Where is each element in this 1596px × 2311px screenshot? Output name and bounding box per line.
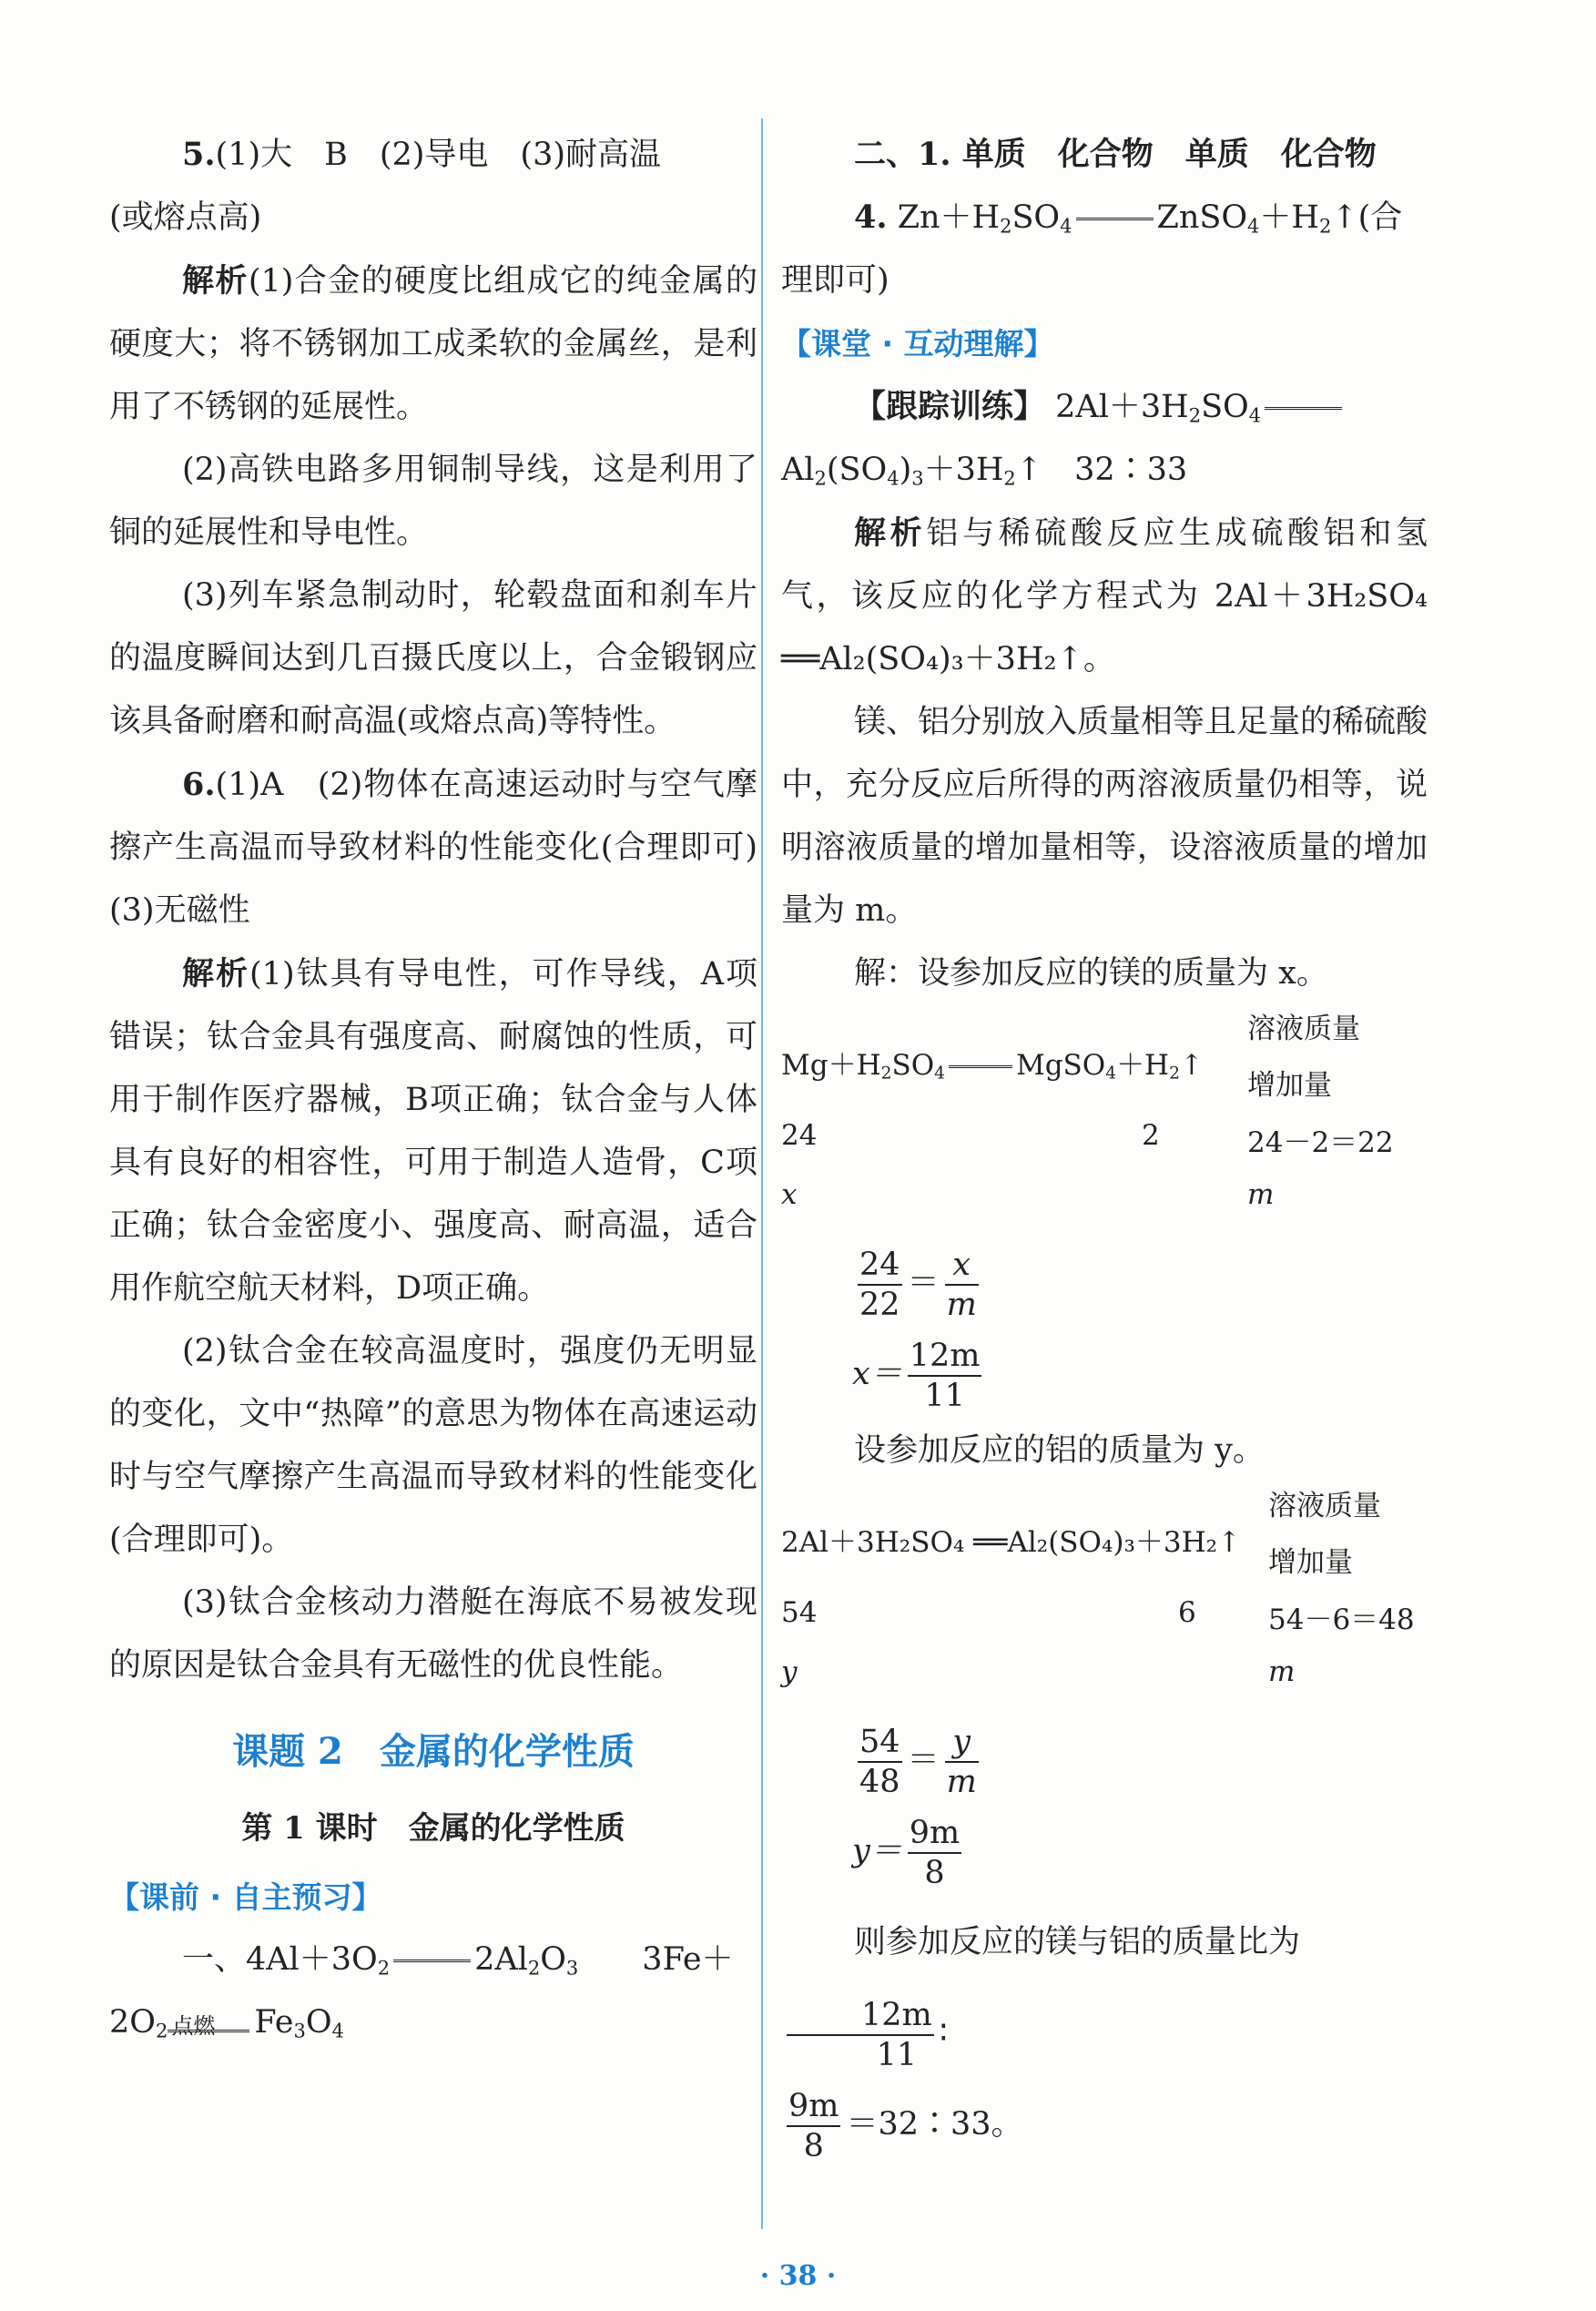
zn-eq-a: Zn＋H: [897, 199, 1001, 236]
q5-answer-continued: (或熔点高): [109, 199, 262, 236]
numerator: y: [945, 1723, 979, 1763]
fraction: [908, 1814, 961, 1892]
var-m: m: [1268, 1655, 1296, 1688]
ratio-result: [781, 2079, 1428, 2170]
lhs: y＝: [852, 1833, 902, 1869]
right-analysis-text: 铝与稀硫酸反应生成硫酸铝和氢气，该反应的化学方程式为 2Al＋3H₂SO₄ ══Al₂(SO₄)₃＋3H₂↑。: [781, 515, 1428, 677]
denominator: 11: [876, 2036, 918, 2073]
ratio-text: 则参加反应的镁与铝的质量比为: [854, 1924, 1301, 1960]
mg-reaction-table: [781, 1005, 1428, 1237]
sub: 2: [1000, 215, 1012, 238]
sub: 4: [887, 467, 900, 490]
q6-analysis-3: (3)钛合金核动力潜艇在海底不易被发现的原因是钛合金具有无磁性的优良性能。: [109, 1584, 757, 1684]
proportion-2: $\frac{54}{48}$ ＝ $\frac{y}{m}$: [859, 1723, 977, 1800]
increase-label-1: 溶液质量: [1247, 1013, 1360, 1045]
equation-al-oxygen: 一、$4Al+3O_2$ $2Al_2O_3$ 3Fe＋: [182, 1941, 734, 1980]
q5-analysis-1-text: (1)合金的硬度比组成它的纯金属的硬度大；将不锈钢加工成柔软的金属丝，是利用了不锈钢的延展性。: [109, 263, 757, 425]
mg-equation: [781, 1042, 1204, 1083]
al-reaction-table: [781, 1482, 1428, 1715]
eq1-product: 2Al: [474, 1941, 528, 1978]
ratio-line: [781, 1897, 1428, 2079]
solution-mg-intro: 解：设参加反应的镁的质量为 x。: [854, 955, 1328, 992]
mg-eq-e: ↑: [1179, 1049, 1204, 1082]
sub: 2: [880, 1064, 892, 1084]
sub: 2: [1188, 404, 1202, 427]
eq1-reactants: 一、4Al＋3O: [182, 1941, 378, 1978]
right-column: [781, 123, 1428, 2170]
var-y: y: [781, 1655, 798, 1688]
result-y: [781, 1806, 1428, 1897]
sub: 2: [155, 2020, 168, 2042]
sub: 3: [565, 1957, 579, 1980]
numerator: 9m: [908, 1814, 961, 1854]
q5-answer: [109, 123, 757, 187]
zn-eq-c: ZnSO: [1156, 199, 1248, 236]
eq2-start: 3Fe＋: [642, 1941, 734, 1978]
denominator: 22: [859, 1286, 900, 1323]
page-number: · 38 ·: [759, 2260, 837, 2292]
section-preview: 【课前 · 自主预习】: [109, 1879, 382, 1915]
topic-title: 课题 2 金属的化学性质: [232, 1730, 635, 1773]
mg-eq-d: ＋H: [1116, 1049, 1170, 1082]
q5-analysis-1: [109, 249, 757, 439]
right-para-2: 镁、铝分别放入质量相等且足量的稀硫酸中，充分反应后所得的两溶液质量仍相等，说明溶液质量的增加量相等，设溶液质量的增加量为 m。: [781, 704, 1428, 929]
denominator: m: [946, 1286, 977, 1323]
q6-analysis-1: [109, 942, 757, 1320]
zn-eq-e: ↑(合理即可): [781, 199, 1403, 299]
proportion-1: $\frac{24}{22}$ ＝ $\frac{x}{m}$: [859, 1246, 977, 1323]
analysis-label: 解析: [182, 262, 249, 300]
q4-number: 4.: [854, 199, 888, 236]
answer-4: [781, 186, 1428, 312]
fraction: [787, 2087, 840, 2165]
sub: 4: [1060, 215, 1072, 238]
h2-mass-6: 6: [1178, 1596, 1196, 1629]
q6-number: 6.: [182, 766, 216, 803]
track-eq-f: ＋3H: [923, 452, 1004, 488]
numerator: 54: [858, 1723, 902, 1763]
numerator: x: [945, 1246, 979, 1286]
zn-eq-d: ＋H: [1259, 199, 1319, 236]
mg-eq-b: SO: [891, 1049, 935, 1082]
sub: 4: [934, 1064, 945, 1084]
q6-answer: [109, 753, 790, 942]
left-column: [109, 123, 790, 2054]
tracking-exercise: [781, 375, 1428, 502]
q5-analysis-3: (3)列车紧急制动时，轮毂盘面和刹车片的温度瞬间达到几百摄氏度以上，合金锻钢应该具备耐磨和耐高温(或熔点高)等特性。: [109, 577, 757, 739]
analysis-label: 解析: [182, 955, 250, 993]
denominator: 11: [924, 1377, 965, 1414]
right-analysis: [781, 502, 1428, 691]
equation-fe-oxygen: $2O_2$ 点燃 $Fe_3O_4$: [109, 1991, 757, 2054]
fraction: [945, 1723, 979, 1801]
track-eq-g: ↑ 32∶33: [1015, 452, 1188, 488]
track-eq-e: ): [899, 452, 912, 488]
result-x: [781, 1329, 1428, 1420]
mg-eq-a: Mg＋H: [781, 1049, 881, 1082]
al-equation: 2Al＋3H₂SO₄ ══Al₂(SO₄)₃＋3H₂↑: [781, 1526, 1242, 1559]
denominator: m: [946, 1763, 977, 1800]
increase-label-2: 增加量: [1268, 1546, 1353, 1579]
tracking-label: 【跟踪训练】: [854, 388, 1046, 425]
equals-sign: [1265, 407, 1342, 410]
numerator: 9m: [787, 2087, 840, 2127]
lesson-title: 第 1 课时 金属的化学性质: [241, 1810, 625, 1847]
answer-section-2: 二、1. 单质 化合物 单质 化合物: [854, 136, 1377, 173]
equals-sign: [1076, 218, 1154, 220]
section-classroom: 【课堂 · 互动理解】: [781, 326, 1054, 361]
column-divider: [761, 118, 763, 2229]
fraction: [858, 1723, 902, 1801]
denominator: 8: [924, 1854, 945, 1891]
track-eq-b: SO: [1201, 389, 1249, 425]
fraction: [787, 1996, 934, 2074]
sub: 2: [527, 1957, 541, 1980]
fraction: [858, 1246, 902, 1324]
equals-line: [168, 2030, 249, 2032]
lhs: x＝: [852, 1356, 902, 1392]
zn-eq-b: SO: [1011, 199, 1061, 236]
denominator: 8: [803, 2127, 824, 2164]
eq2-product: Fe: [254, 2004, 294, 2041]
q5-number: 5.: [182, 136, 216, 173]
sub: 3: [293, 2020, 306, 2042]
denominator: 48: [859, 1763, 900, 1800]
sub: 2: [814, 467, 827, 490]
var-x: x: [781, 1178, 798, 1211]
fraction: [908, 1337, 982, 1415]
ignite-condition: 点燃: [171, 2012, 216, 2039]
track-eq-d: (SO: [826, 452, 888, 488]
q5-analysis-2: (2)高铁电路多用铜制导线，这是利用了铜的延展性和导电性。: [109, 452, 757, 551]
sub: 2: [1169, 1064, 1180, 1084]
increase-label-2: 增加量: [1247, 1069, 1332, 1102]
q5-answer-text: (1)大 B (2)导电 (3)耐高温: [215, 137, 662, 173]
mg-mass-24: 24: [781, 1119, 818, 1152]
analysis-label: 解析: [854, 514, 927, 552]
numerator: 12m: [787, 1996, 934, 2036]
h2-mass-2: 2: [1142, 1119, 1160, 1152]
sub: 4: [1105, 1064, 1117, 1084]
track-eq-c: Al: [781, 452, 815, 488]
q6-analysis-2: (2)钛合金在较高温度时，强度仍无明显的变化，文中“热障”的意思为物体在高速运动时与空气摩擦产生高温而导致材料的性能变化(合理即可)。: [109, 1333, 757, 1558]
sub: 4: [1247, 215, 1260, 238]
solution-al-intro: 设参加反应的铝的质量为 y。: [854, 1432, 1265, 1469]
increase-label-1: 溶液质量: [1268, 1490, 1381, 1522]
ratio-colon: ∶: [939, 2015, 948, 2051]
sub: 2: [1003, 467, 1016, 490]
sub: 3: [911, 467, 924, 490]
track-eq-a: 2Al＋3H: [1055, 389, 1189, 425]
equals-sign: [949, 1065, 1012, 1068]
al-increase: 54－6＝48: [1268, 1603, 1415, 1636]
sub: 2: [1318, 215, 1332, 238]
numerator: 24: [858, 1246, 902, 1286]
var-m: m: [1247, 1178, 1275, 1211]
numerator: 12m: [908, 1337, 982, 1377]
eq2-reactant: 2O: [109, 2004, 156, 2041]
ratio-result-text: ＝32∶33。: [846, 2106, 1023, 2143]
equals-sign: [393, 1960, 471, 1962]
fraction: [945, 1246, 979, 1324]
mg-eq-c: MgSO: [1015, 1049, 1106, 1082]
q6-answer-text: (1)A (2)物体在高速运动时与空气摩擦产生高温而导致材料的性能变化(合理即可) (3)无磁性: [109, 767, 790, 929]
q6-analysis-1-text: (1)钛具有导电性，可作导线，A项错误；钛合金具有强度高、耐腐蚀的性质，可用于制作医疗器械，B项正确；钛合金与人体具有良好的相容性，可用于制造人造骨，C项正确；钛合金密度小、强度高、耐高温，适合用作航空航天材料，D项正确。: [109, 956, 757, 1307]
mg-increase: 24－2＝22: [1247, 1126, 1394, 1159]
al-mass-54: 54: [781, 1596, 818, 1629]
sub: 4: [1248, 404, 1262, 427]
condition-equals: [168, 2006, 254, 2042]
sub: 2: [377, 1957, 391, 1980]
sub: 4: [331, 2020, 344, 2042]
